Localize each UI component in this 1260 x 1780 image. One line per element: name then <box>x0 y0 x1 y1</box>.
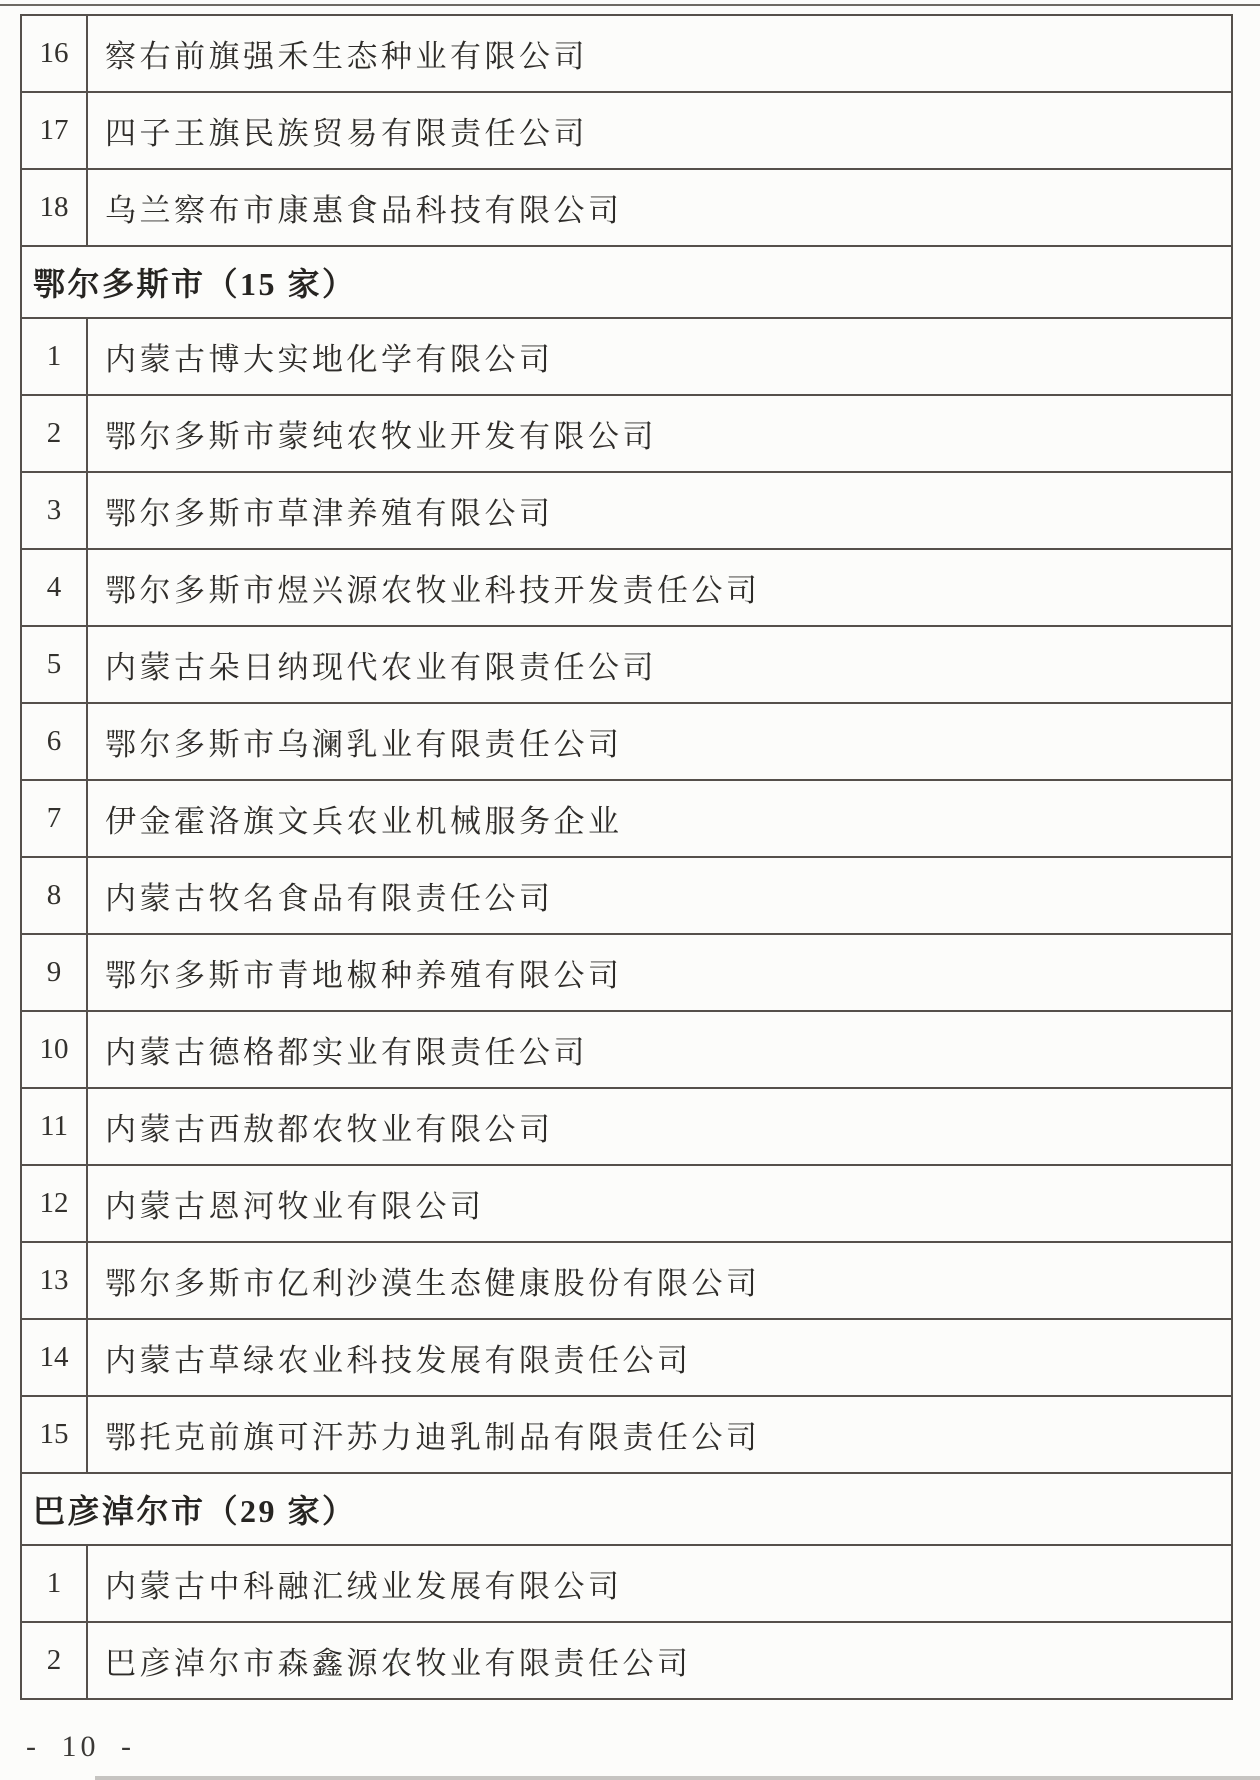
table-row <box>22 1397 1231 1474</box>
table-row <box>22 1012 1231 1089</box>
table-row <box>22 319 1231 396</box>
row-number-cell: 12 <box>22 1166 88 1241</box>
table-row <box>22 93 1231 170</box>
section-header-label: 巴彦淖尔市（29 家） <box>33 1493 357 1529</box>
row-number-cell: 14 <box>22 1320 88 1395</box>
company-name-cell: 内蒙古草绿农业科技发展有限责任公司 <box>105 1343 692 1378</box>
table-row <box>22 1623 1231 1700</box>
scan-artifact-top-line <box>0 4 1260 6</box>
table-row <box>22 1166 1231 1243</box>
row-number-cell: 3 <box>22 473 88 548</box>
company-name-cell: 鄂托克前旗可汗苏力迪乳制品有限责任公司 <box>105 1420 761 1455</box>
table-row <box>22 396 1231 473</box>
table-row <box>22 16 1231 93</box>
row-number-cell: 10 <box>22 1012 88 1087</box>
company-name-cell: 内蒙古牧名食品有限责任公司 <box>105 881 554 916</box>
company-name-cell: 鄂尔多斯市蒙纯农牧业开发有限公司 <box>105 419 657 454</box>
table-row <box>22 627 1231 704</box>
row-number-cell: 15 <box>22 1397 88 1472</box>
section-header-label: 鄂尔多斯市（15 家） <box>33 266 357 302</box>
company-name-cell: 鄂尔多斯市煜兴源农牧业科技开发责任公司 <box>105 573 761 608</box>
company-name-cell: 内蒙古博大实地化学有限公司 <box>105 342 554 377</box>
company-name-cell: 鄂尔多斯市青地椒种养殖有限公司 <box>105 958 623 993</box>
row-number-cell: 6 <box>22 704 88 779</box>
company-name-cell: 乌兰察布市康惠食品科技有限公司 <box>105 193 623 228</box>
company-name-cell: 鄂尔多斯市亿利沙漠生态健康股份有限公司 <box>105 1266 761 1301</box>
table-row <box>22 473 1231 550</box>
table-row <box>22 935 1231 1012</box>
row-number-cell: 2 <box>22 396 88 471</box>
page-number: - 10 - <box>26 1730 135 1763</box>
table-row <box>22 704 1231 781</box>
row-number-cell: 4 <box>22 550 88 625</box>
row-number-cell: 8 <box>22 858 88 933</box>
section-header-row <box>22 247 1231 319</box>
row-number-cell: 17 <box>22 93 88 168</box>
company-name-cell: 内蒙古中科融汇绒业发展有限公司 <box>105 1569 623 1604</box>
row-number-cell: 11 <box>22 1089 88 1164</box>
table-row <box>22 781 1231 858</box>
table-row <box>22 550 1231 627</box>
table-row <box>22 858 1231 935</box>
company-name-cell: 察右前旗强禾生态种业有限公司 <box>105 39 588 74</box>
company-table <box>20 14 1233 1700</box>
row-number-cell: 7 <box>22 781 88 856</box>
company-name-cell: 内蒙古朵日纳现代农业有限责任公司 <box>105 650 657 685</box>
row-number-cell: 1 <box>22 319 88 394</box>
table-row <box>22 1546 1231 1623</box>
company-name-cell: 内蒙古德格都实业有限责任公司 <box>105 1035 588 1070</box>
company-name-cell: 巴彦淖尔市森鑫源农牧业有限责任公司 <box>105 1646 692 1681</box>
company-name-cell: 鄂尔多斯市乌澜乳业有限责任公司 <box>105 727 623 762</box>
section-header-row <box>22 1474 1231 1546</box>
company-name-cell: 内蒙古恩河牧业有限公司 <box>105 1189 485 1224</box>
company-name-cell: 鄂尔多斯市草津养殖有限公司 <box>105 496 554 531</box>
table-row <box>22 1320 1231 1397</box>
company-name-cell: 内蒙古西敖都农牧业有限公司 <box>105 1112 554 1147</box>
table-row <box>22 170 1231 247</box>
row-number-cell: 18 <box>22 170 88 245</box>
row-number-cell: 2 <box>22 1623 88 1698</box>
row-number-cell: 5 <box>22 627 88 702</box>
scan-artifact-bottom-line <box>95 1776 1260 1780</box>
table-row <box>22 1243 1231 1320</box>
company-name-cell: 四子王旗民族贸易有限责任公司 <box>105 116 588 151</box>
company-name-cell: 伊金霍洛旗文兵农业机械服务企业 <box>105 804 623 839</box>
row-number-cell: 16 <box>22 16 88 91</box>
table-row <box>22 1089 1231 1166</box>
row-number-cell: 13 <box>22 1243 88 1318</box>
row-number-cell: 1 <box>22 1546 88 1621</box>
row-number-cell: 9 <box>22 935 88 1010</box>
